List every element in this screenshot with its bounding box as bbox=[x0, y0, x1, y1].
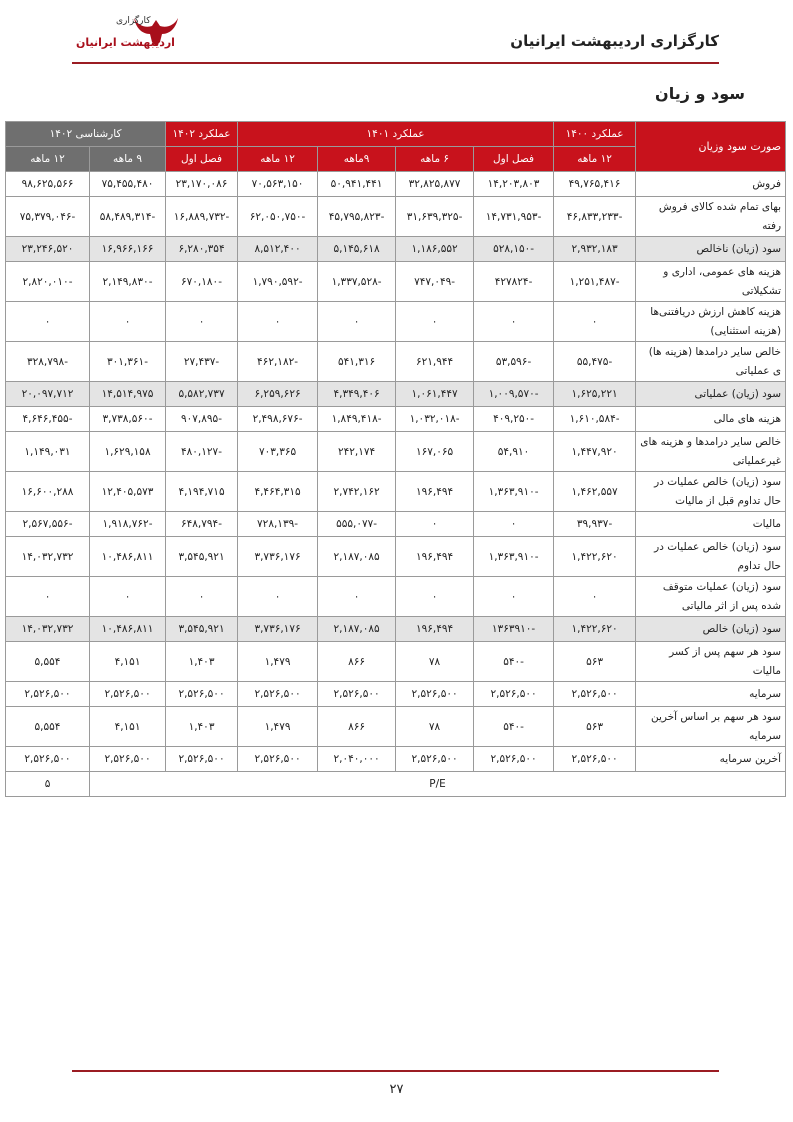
table-cell: -۲,۵۶۷,۵۵۶ bbox=[6, 512, 90, 537]
table-cell: -۱,۷۹۰,۵۹۲ bbox=[238, 262, 318, 302]
table-cell: ۱۰,۴۸۶,۸۱۱ bbox=[90, 617, 166, 642]
header-divider bbox=[72, 62, 719, 64]
table-cell: -۲۷,۴۳۷ bbox=[166, 342, 238, 382]
table-cell: ۱۲,۴۰۵,۵۷۳ bbox=[90, 472, 166, 512]
table-cell: ۰ bbox=[396, 512, 474, 537]
table-cell: -۴۸۰,۱۲۷ bbox=[166, 432, 238, 472]
table-cell: ۶,۲۸۰,۳۵۴ bbox=[166, 237, 238, 262]
table-cell: ۱,۴۲۲,۶۲۰ bbox=[554, 537, 636, 577]
table-cell: ۲,۵۲۶,۵۰۰ bbox=[90, 747, 166, 772]
table-cell: ۳,۵۴۵,۹۲۱ bbox=[166, 537, 238, 577]
table-cell: ۶۲۱,۹۴۴ bbox=[396, 342, 474, 382]
table-cell: ۴,۱۹۴,۷۱۵ bbox=[166, 472, 238, 512]
column-header: فصل اول bbox=[166, 147, 238, 172]
table-cell: ۲,۱۸۷,۰۸۵ bbox=[318, 617, 396, 642]
column-header: فصل اول bbox=[474, 147, 554, 172]
table-row bbox=[6, 707, 786, 747]
table-cell: ۵,۵۵۴ bbox=[6, 707, 90, 747]
table-cell: ۱,۴۰۳ bbox=[166, 707, 238, 747]
group-header-1402: عملکرد ۱۴۰۲ bbox=[166, 122, 238, 147]
table-row bbox=[6, 262, 786, 302]
table-cell: -۳۱,۶۳۹,۳۲۵ bbox=[396, 197, 474, 237]
table-cell: ۲۴۲,۱۷۴ bbox=[318, 432, 396, 472]
table-cell: -۱,۲۵۱,۴۸۷ bbox=[554, 262, 636, 302]
table-row bbox=[6, 197, 786, 237]
table-cell: -۲,۸۲۰,۰۱۰ bbox=[6, 262, 90, 302]
table-cell: -۱,۰۳۲,۰۱۸ bbox=[396, 407, 474, 432]
column-header: ۹ماهه bbox=[318, 147, 396, 172]
table-cell: ۵۶۳ bbox=[554, 707, 636, 747]
table-cell: ۲,۵۲۶,۵۰۰ bbox=[474, 682, 554, 707]
table-cell: -۷۵,۳۷۹,۰۴۶ bbox=[6, 197, 90, 237]
row-label: مالیات bbox=[636, 512, 786, 537]
table-cell: -۵۸,۴۸۹,۳۱۴ bbox=[90, 197, 166, 237]
table-cell: ۵,۵۸۲,۷۳۷ bbox=[166, 382, 238, 407]
table-cell: ۷۸ bbox=[396, 707, 474, 747]
table-cell: -۴۵,۷۹۵,۸۲۳ bbox=[318, 197, 396, 237]
table-cell: ۲,۷۴۲,۱۶۲ bbox=[318, 472, 396, 512]
table-cell: -۵۴۰ bbox=[474, 707, 554, 747]
table-cell: -۵۴۰ bbox=[474, 642, 554, 682]
table-cell: ۴,۳۴۹,۴۰۶ bbox=[318, 382, 396, 407]
table-cell: ۱۴,۲۰۳,۸۰۳ bbox=[474, 172, 554, 197]
table-cell: ۱,۴۶۲,۵۵۷ bbox=[554, 472, 636, 512]
table-cell: ۹۸,۶۲۵,۵۶۶ bbox=[6, 172, 90, 197]
table-cell: ۱۶۷,۰۶۵ bbox=[396, 432, 474, 472]
table-cell: ۴,۴۶۴,۳۱۵ bbox=[238, 472, 318, 512]
table-cell: ۳,۵۴۵,۹۲۱ bbox=[166, 617, 238, 642]
column-header: ۱۲ ماهه bbox=[554, 147, 636, 172]
table-cell: ۱,۴۲۲,۶۲۰ bbox=[554, 617, 636, 642]
table-cell: ۱,۴۷۹ bbox=[238, 707, 318, 747]
table-cell: ۱۹۶,۴۹۴ bbox=[396, 617, 474, 642]
table-cell: -۶۴۸,۷۹۴ bbox=[166, 512, 238, 537]
table-cell: ۲,۱۸۷,۰۸۵ bbox=[318, 537, 396, 577]
table-cell: -۲,۱۴۹,۸۳۰ bbox=[90, 262, 166, 302]
row-label: هزینه های عمومی، اداری و تشکیلاتی bbox=[636, 262, 786, 302]
group-header-1400: عملکرد ۱۴۰۰ bbox=[554, 122, 636, 147]
table-cell: -۴۶,۸۳۳,۲۳۳ bbox=[554, 197, 636, 237]
table-cell: ۱,۰۶۱,۴۴۷ bbox=[396, 382, 474, 407]
table-cell: ۲,۵۲۶,۵۰۰ bbox=[90, 682, 166, 707]
row-label: فروش bbox=[636, 172, 786, 197]
row-label: سود هر سهم پس از کسر مالیات bbox=[636, 642, 786, 682]
column-header: ۹ ماهه bbox=[90, 147, 166, 172]
table-cell: -۱,۰۰۹,۵۷۰ bbox=[474, 382, 554, 407]
table-cell: ۱۴,۰۳۲,۷۳۲ bbox=[6, 617, 90, 642]
table-cell: ۳۲,۸۲۵,۸۷۷ bbox=[396, 172, 474, 197]
table-cell: -۱,۳۶۳,۹۱۰ bbox=[474, 537, 554, 577]
table-cell: ۲,۵۲۶,۵۰۰ bbox=[554, 747, 636, 772]
column-header: ۱۲ ماهه bbox=[6, 147, 90, 172]
row-header: صورت سود وزیان bbox=[636, 122, 786, 172]
column-header: ۶ ماهه bbox=[396, 147, 474, 172]
table-cell: ۸۶۶ bbox=[318, 642, 396, 682]
table-cell: ۱۶,۹۶۶,۱۶۶ bbox=[90, 237, 166, 262]
table-cell: -۶۲,۰۵۰,۷۵۰ bbox=[238, 197, 318, 237]
table-cell: ۲,۵۲۶,۵۰۰ bbox=[166, 747, 238, 772]
row-label: هزینه های مالی bbox=[636, 407, 786, 432]
table-cell: -۷۴۷,۰۴۹ bbox=[396, 262, 474, 302]
table-cell: ۰ bbox=[554, 577, 636, 617]
table-cell: ۰ bbox=[554, 302, 636, 342]
row-label: سود (زیان) عملیاتی bbox=[636, 382, 786, 407]
pe-label: P/E bbox=[90, 772, 786, 797]
table-row bbox=[6, 302, 786, 342]
table-cell: ۲۰,۰۹۷,۷۱۲ bbox=[6, 382, 90, 407]
page-number: ۲۷ bbox=[389, 1082, 404, 1097]
table-cell: ۰ bbox=[90, 577, 166, 617]
table-cell: -۱۳۶۳۹۱۰ bbox=[474, 617, 554, 642]
table-cell: ۱,۶۲۵,۲۲۱ bbox=[554, 382, 636, 407]
table-cell: -۳۲۸,۷۹۸ bbox=[6, 342, 90, 382]
table-cell: ۲,۵۲۶,۵۰۰ bbox=[396, 682, 474, 707]
row-label: سود (زیان) ناخالص bbox=[636, 237, 786, 262]
income-statement-table bbox=[5, 121, 786, 797]
table-row bbox=[6, 642, 786, 682]
table-cell: -۶۷۰,۱۸۰ bbox=[166, 262, 238, 302]
table-cell: ۲,۵۲۶,۵۰۰ bbox=[474, 747, 554, 772]
table-cell: -۵۵۵,۰۷۷ bbox=[318, 512, 396, 537]
table-cell: ۸۶۶ bbox=[318, 707, 396, 747]
table-cell: ۰ bbox=[166, 577, 238, 617]
table-cell: ۲,۵۲۶,۵۰۰ bbox=[238, 747, 318, 772]
table-cell: -۱,۸۴۹,۴۱۸ bbox=[318, 407, 396, 432]
table-row bbox=[6, 577, 786, 617]
table-row bbox=[6, 432, 786, 472]
row-label: خالص سایر درامدها و هزینه های غیرعملیاتی bbox=[636, 432, 786, 472]
table-cell: ۰ bbox=[6, 302, 90, 342]
group-header-forecast-1402: کارشناسی ۱۴۰۲ bbox=[6, 122, 166, 147]
table-cell: ۷۸ bbox=[396, 642, 474, 682]
table-row bbox=[6, 407, 786, 432]
table-cell: -۵۵,۴۷۵ bbox=[554, 342, 636, 382]
table-cell: -۲,۴۹۸,۶۷۶ bbox=[238, 407, 318, 432]
table-row bbox=[6, 172, 786, 197]
table-row bbox=[6, 342, 786, 382]
pe-value: ۵ bbox=[6, 772, 90, 797]
table-cell: ۱,۴۷۹ bbox=[238, 642, 318, 682]
logo-text-bottom: اردیبهشت ایرانیان bbox=[76, 36, 175, 49]
table-cell: ۲,۵۲۶,۵۰۰ bbox=[6, 747, 90, 772]
table-cell: ۴۹,۷۶۵,۴۱۶ bbox=[554, 172, 636, 197]
table-cell: ۲,۵۲۶,۵۰۰ bbox=[554, 682, 636, 707]
table-cell: ۰ bbox=[90, 302, 166, 342]
table-row bbox=[6, 472, 786, 512]
table-cell: -۳۰۱,۳۶۱ bbox=[90, 342, 166, 382]
table-cell: ۲,۵۲۶,۵۰۰ bbox=[6, 682, 90, 707]
table-cell: ۵۶۳ bbox=[554, 642, 636, 682]
table-cell: ۶,۲۵۹,۶۲۶ bbox=[238, 382, 318, 407]
table-row bbox=[6, 237, 786, 262]
table-cell: -۴۰۹,۲۵۰ bbox=[474, 407, 554, 432]
table-cell: ۳,۷۳۶,۱۷۶ bbox=[238, 617, 318, 642]
table-cell: ۲,۵۲۶,۵۰۰ bbox=[396, 747, 474, 772]
table-cell: ۲,۵۲۶,۵۰۰ bbox=[238, 682, 318, 707]
column-header: ۱۲ ماهه bbox=[238, 147, 318, 172]
table-row bbox=[6, 747, 786, 772]
table-cell: ۰ bbox=[474, 577, 554, 617]
table-cell: ۵۴,۹۱۰ bbox=[474, 432, 554, 472]
footer-divider bbox=[72, 1070, 719, 1072]
table-cell: ۰ bbox=[318, 577, 396, 617]
table-cell: ۷۵,۴۵۵,۴۸۰ bbox=[90, 172, 166, 197]
table-cell: ۲۳,۱۷۰,۰۸۶ bbox=[166, 172, 238, 197]
table-cell: ۱,۱۴۹,۰۳۱ bbox=[6, 432, 90, 472]
table-cell: ۳,۷۳۶,۱۷۶ bbox=[238, 537, 318, 577]
table-cell: ۴,۱۵۱ bbox=[90, 642, 166, 682]
table-cell: ۰ bbox=[396, 302, 474, 342]
table-cell: ۱۹۶,۴۹۴ bbox=[396, 472, 474, 512]
brand-title: کارگزاری اردیبهشت ایرانیان bbox=[510, 32, 719, 50]
table-cell: ۵۴۱,۳۱۶ bbox=[318, 342, 396, 382]
table-cell: ۲,۹۳۲,۱۸۳ bbox=[554, 237, 636, 262]
group-header-1401: عملکرد ۱۴۰۱ bbox=[238, 122, 554, 147]
table-cell: -۱,۳۶۳,۹۱۰ bbox=[474, 472, 554, 512]
table-cell: ۲,۵۲۶,۵۰۰ bbox=[166, 682, 238, 707]
table-cell: -۵۲۸,۱۵۰ bbox=[474, 237, 554, 262]
table-cell: ۰ bbox=[474, 302, 554, 342]
table-cell: ۰ bbox=[238, 302, 318, 342]
table-cell: -۴,۶۴۶,۴۵۵ bbox=[6, 407, 90, 432]
table-cell: ۱۴,۰۳۲,۷۳۲ bbox=[6, 537, 90, 577]
table-row bbox=[6, 382, 786, 407]
table-cell: ۱۰,۴۸۶,۸۱۱ bbox=[90, 537, 166, 577]
table-cell: ۲,۵۲۶,۵۰۰ bbox=[318, 682, 396, 707]
row-label: سرمایه bbox=[636, 682, 786, 707]
table-cell: -۴۶۲,۱۸۲ bbox=[238, 342, 318, 382]
table-cell: ۱۶,۶۰۰,۲۸۸ bbox=[6, 472, 90, 512]
table-cell: ۰ bbox=[318, 302, 396, 342]
table-cell: -۱,۳۳۷,۵۲۸ bbox=[318, 262, 396, 302]
table-cell: ۱,۱۸۶,۵۵۲ bbox=[396, 237, 474, 262]
page-header bbox=[72, 10, 719, 64]
row-label: بهای تمام شده کالای فروش رفته bbox=[636, 197, 786, 237]
table-cell: ۱۹۶,۴۹۴ bbox=[396, 537, 474, 577]
table-cell: -۴۲۷۸۲۴ bbox=[474, 262, 554, 302]
brand-logo bbox=[72, 12, 182, 58]
table-row bbox=[6, 682, 786, 707]
table-cell: ۵,۵۵۴ bbox=[6, 642, 90, 682]
table-cell: ۱,۴۰۳ bbox=[166, 642, 238, 682]
section-title: سود و زیان bbox=[655, 84, 745, 103]
table-cell: ۰ bbox=[166, 302, 238, 342]
table-cell: ۲۳,۲۴۶,۵۲۰ bbox=[6, 237, 90, 262]
table-cell: -۱,۶۱۰,۵۸۴ bbox=[554, 407, 636, 432]
row-label: سود (زیان) خالص bbox=[636, 617, 786, 642]
table-cell: ۰ bbox=[6, 577, 90, 617]
table-cell: -۹۰۷,۸۹۵ bbox=[166, 407, 238, 432]
table-cell: -۷۲۸,۱۳۹ bbox=[238, 512, 318, 537]
row-label: سود هر سهم بر اساس آخرین سرمایه bbox=[636, 707, 786, 747]
table-cell: ۲,۰۴۰,۰۰۰ bbox=[318, 747, 396, 772]
row-label: آخرین سرمایه bbox=[636, 747, 786, 772]
table-cell: ۷۰۳,۳۶۵ bbox=[238, 432, 318, 472]
table-cell: ۴,۱۵۱ bbox=[90, 707, 166, 747]
table-cell: ۱۴,۵۱۴,۹۷۵ bbox=[90, 382, 166, 407]
table-cell: -۱۴,۷۳۱,۹۵۳ bbox=[474, 197, 554, 237]
pe-row bbox=[6, 772, 786, 797]
table-cell: ۷۰,۵۶۳,۱۵۰ bbox=[238, 172, 318, 197]
table-cell: ۸,۵۱۲,۴۰۰ bbox=[238, 237, 318, 262]
table-cell: ۰ bbox=[238, 577, 318, 617]
table-row bbox=[6, 537, 786, 577]
table-cell: ۵,۱۴۵,۶۱۸ bbox=[318, 237, 396, 262]
table-cell: -۱,۹۱۸,۷۶۲ bbox=[90, 512, 166, 537]
logo-text-top: کارگزاری bbox=[116, 16, 151, 26]
table-row bbox=[6, 617, 786, 642]
table-row bbox=[6, 512, 786, 537]
table-cell: ۱,۴۴۷,۹۲۰ bbox=[554, 432, 636, 472]
table-cell: ۱,۶۲۹,۱۵۸ bbox=[90, 432, 166, 472]
row-label: سود (زیان) خالص عملیات در حال تداوم قبل از مالیات bbox=[636, 472, 786, 512]
row-label: سود (زیان) عملیات متوقف شده پس از اثر مالیاتی bbox=[636, 577, 786, 617]
table-cell: -۵۳,۵۹۶ bbox=[474, 342, 554, 382]
row-label: هزینه کاهش ارزش دریافتنی‌ها (هزینه استثنایی) bbox=[636, 302, 786, 342]
row-label: خالص سایر درامدها (هزینه ها) ی عملیاتی bbox=[636, 342, 786, 382]
row-label: سود (زیان) خالص عملیات در حال تداوم bbox=[636, 537, 786, 577]
table-cell: ۰ bbox=[396, 577, 474, 617]
table-cell: -۳۹,۹۳۷ bbox=[554, 512, 636, 537]
table-cell: ۰ bbox=[474, 512, 554, 537]
table-cell: -۱۶,۸۸۹,۷۳۲ bbox=[166, 197, 238, 237]
table-cell: ۵۰,۹۴۱,۴۴۱ bbox=[318, 172, 396, 197]
table-cell: -۳,۷۳۸,۵۶۰ bbox=[90, 407, 166, 432]
